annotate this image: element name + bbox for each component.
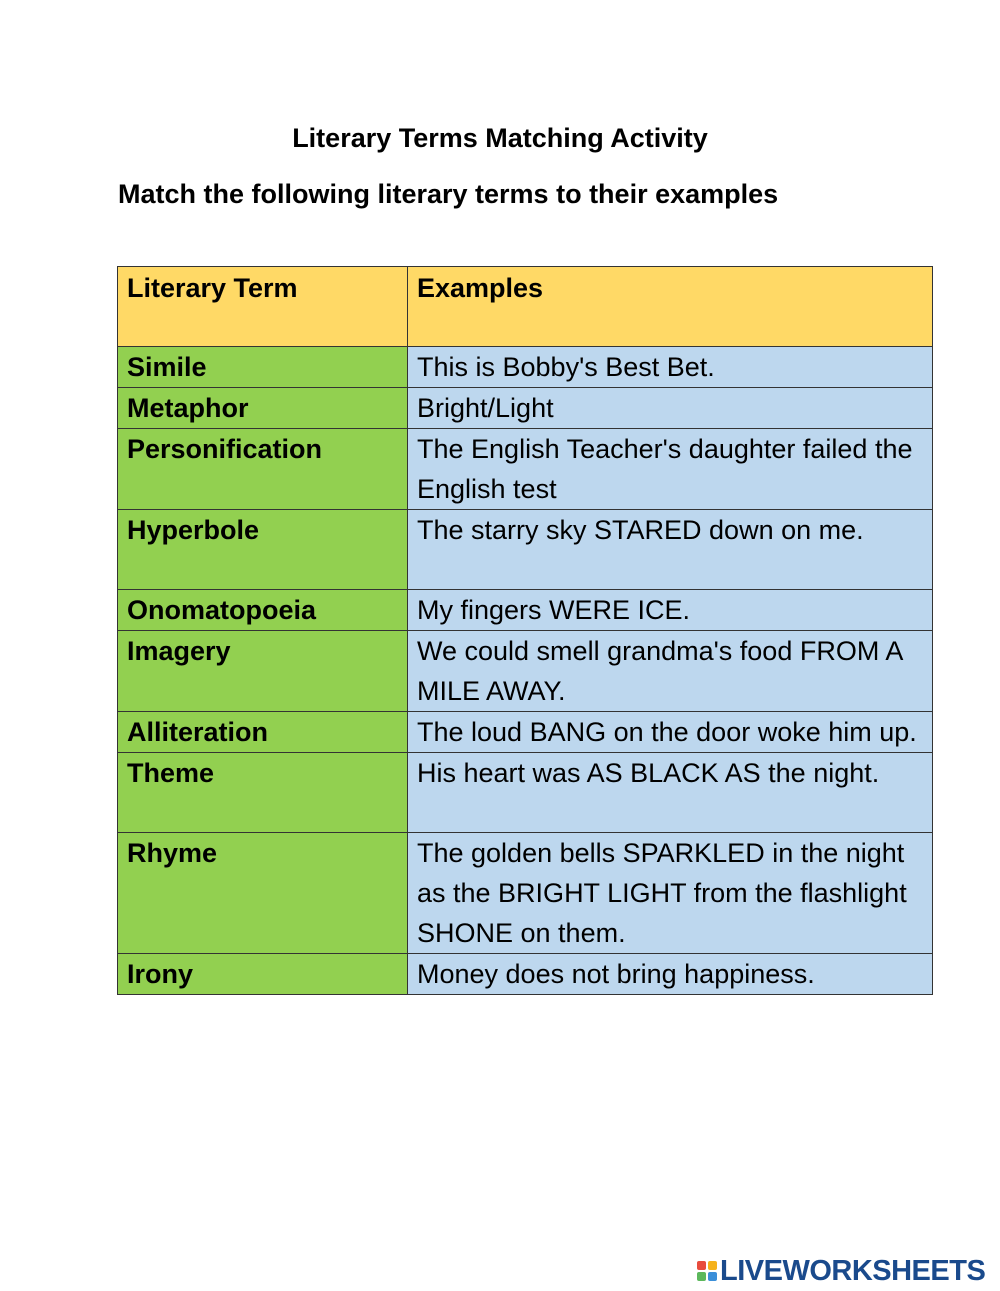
logo-square bbox=[697, 1261, 706, 1270]
example-cell: Money does not bring happiness. bbox=[408, 954, 933, 995]
term-cell: Hyperbole bbox=[118, 510, 408, 590]
table-row bbox=[118, 631, 933, 712]
table-header-row bbox=[118, 267, 933, 347]
example-cell: Bright/Light bbox=[408, 388, 933, 429]
logo-square bbox=[708, 1272, 717, 1281]
table-row bbox=[118, 954, 933, 995]
column-header-examples: Examples bbox=[408, 267, 933, 347]
term-cell: Personification bbox=[118, 429, 408, 510]
literary-terms-table bbox=[117, 266, 933, 995]
term-cell: Simile bbox=[118, 347, 408, 388]
term-cell: Alliteration bbox=[118, 712, 408, 753]
example-cell: The loud BANG on the door woke him up. bbox=[408, 712, 933, 753]
liveworksheets-logo bbox=[697, 1254, 985, 1288]
column-header-term: Literary Term bbox=[118, 267, 408, 347]
table-row bbox=[118, 833, 933, 954]
example-cell: The golden bells SPARKLED in the night as the BRIGHT LIGHT from the flashlight SHONE on them. bbox=[408, 833, 933, 954]
example-cell: My fingers WERE ICE. bbox=[408, 590, 933, 631]
term-cell: Irony bbox=[118, 954, 408, 995]
example-cell: We could smell grandma's food FROM A MILE AWAY. bbox=[408, 631, 933, 712]
table-row bbox=[118, 429, 933, 510]
logo-square bbox=[697, 1272, 706, 1281]
term-cell: Metaphor bbox=[118, 388, 408, 429]
term-cell: Onomatopoeia bbox=[118, 590, 408, 631]
logo-square bbox=[708, 1261, 717, 1270]
example-cell: His heart was AS BLACK AS the night. bbox=[408, 753, 933, 833]
term-cell: Theme bbox=[118, 753, 408, 833]
logo-text: LIVEWORKSHEETS bbox=[720, 1255, 986, 1287]
example-cell: This is Bobby's Best Bet. bbox=[408, 347, 933, 388]
example-cell: The English Teacher's daughter failed the English test bbox=[408, 429, 933, 510]
table-row bbox=[118, 590, 933, 631]
table-row bbox=[118, 347, 933, 388]
liveworksheets-logo-icon bbox=[697, 1261, 717, 1281]
example-cell: The starry sky STARED down on me. bbox=[408, 510, 933, 590]
table-row bbox=[118, 712, 933, 753]
term-cell: Imagery bbox=[118, 631, 408, 712]
table-row bbox=[118, 753, 933, 833]
table-row bbox=[118, 388, 933, 429]
table-row bbox=[118, 510, 933, 590]
term-cell: Rhyme bbox=[118, 833, 408, 954]
page-title: Literary Terms Matching Activity bbox=[292, 123, 708, 153]
instructions: Match the following literary terms to their examples bbox=[118, 179, 779, 209]
